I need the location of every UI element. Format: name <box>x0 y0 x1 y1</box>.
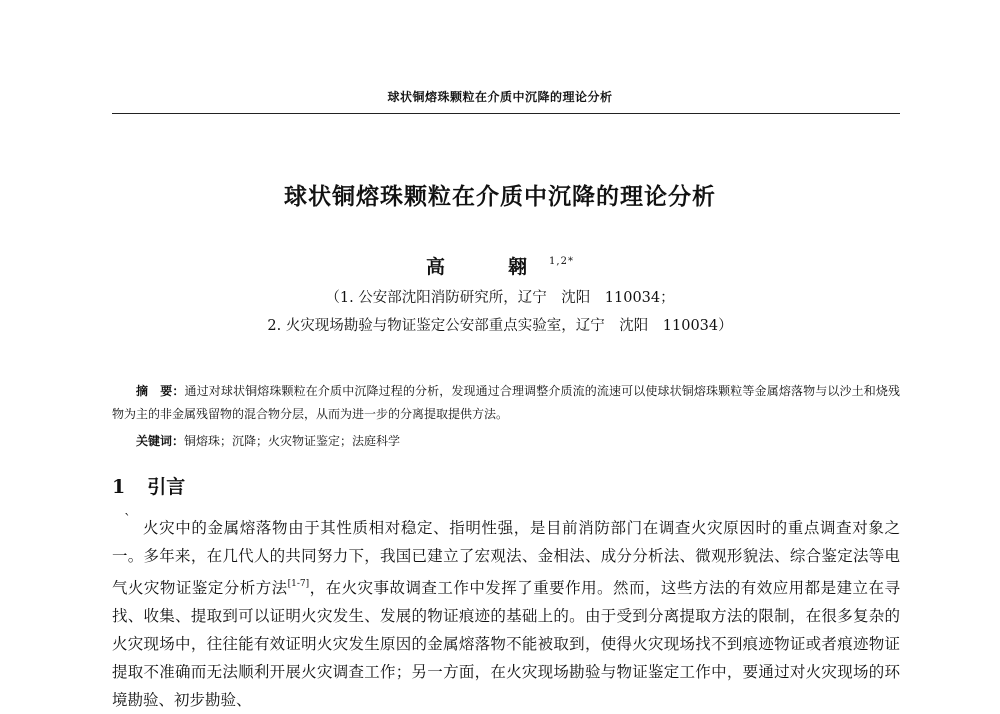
author-affil-marks: 1,2* <box>549 256 574 267</box>
keywords <box>136 432 896 449</box>
section-heading <box>112 472 185 499</box>
affiliation-2: 2. 火灾现场勘验与物证鉴定公安部重点实验室，辽宁 沈阳 110034） <box>267 318 733 334</box>
body-text-part2: ，在火灾事故调查工作中发挥了重要作用。然而，这些方法的有效应用都是建立在寻找、收集、提取到可以证明火灾发生、发展的物证痕迹的基础上的。由于受到分离提取方法的限制，在很多复杂的火灾现场中，往往能有效证明火灾发生原因的金属熔落物不能被取到，使得火灾现场找不到痕迹物证或者痕迹物证提取不准确而无法顺利开展火灾调查工作；另一方面，在火灾现场勘验与物证鉴定工作中，要通过对火灾现场的环境勘验、初步勘验、 <box>112 579 900 709</box>
abstract-label: 摘 要： <box>136 384 185 398</box>
affiliation-1: （1. 公安部沈阳消防研究所，辽宁 沈阳 110034； <box>325 290 675 306</box>
citation: [1-7] <box>287 579 310 589</box>
section-number: 1 <box>112 476 126 498</box>
abstract <box>112 380 900 426</box>
body-paragraph <box>112 514 900 714</box>
abstract-text: 通过对球状铜熔珠颗粒在介质中沉降过程的分析，发现通过合理调整介质流的流速可以使球状铜熔珠颗粒等金属熔落物与以沙土和烧残物为主的非金属残留物的混合物分层，从而为进一步的分离提取提供方法。 <box>112 384 900 421</box>
section-title: 引言 <box>147 476 186 498</box>
author-name: 高 翱 <box>426 256 550 278</box>
body-text-part1: 火灾中的金属熔落物由于其性质相对稳定、指明性强，是目前消防部门在调查火灾原因时的重点调查对象之一。多年来，在几代人的共同努力下，我国已建立了宏观法、金相法、成分分析法、微观形貌法、综合鉴定法等电气火灾物证鉴定分析方法 <box>112 519 900 597</box>
running-head: 球状铜熔珠颗粒在介质中沉降的理论分析 <box>387 90 613 104</box>
keywords-text: 铜熔珠；沉降；火灾物证鉴定；法庭科学 <box>184 434 401 448</box>
header-rule <box>112 113 900 114</box>
stray-mark: ˋ <box>124 512 131 528</box>
keywords-label: 关键词： <box>136 434 185 448</box>
paper-title: 球状铜熔珠颗粒在介质中沉降的理论分析 <box>284 183 716 210</box>
author-line <box>0 252 1000 279</box>
